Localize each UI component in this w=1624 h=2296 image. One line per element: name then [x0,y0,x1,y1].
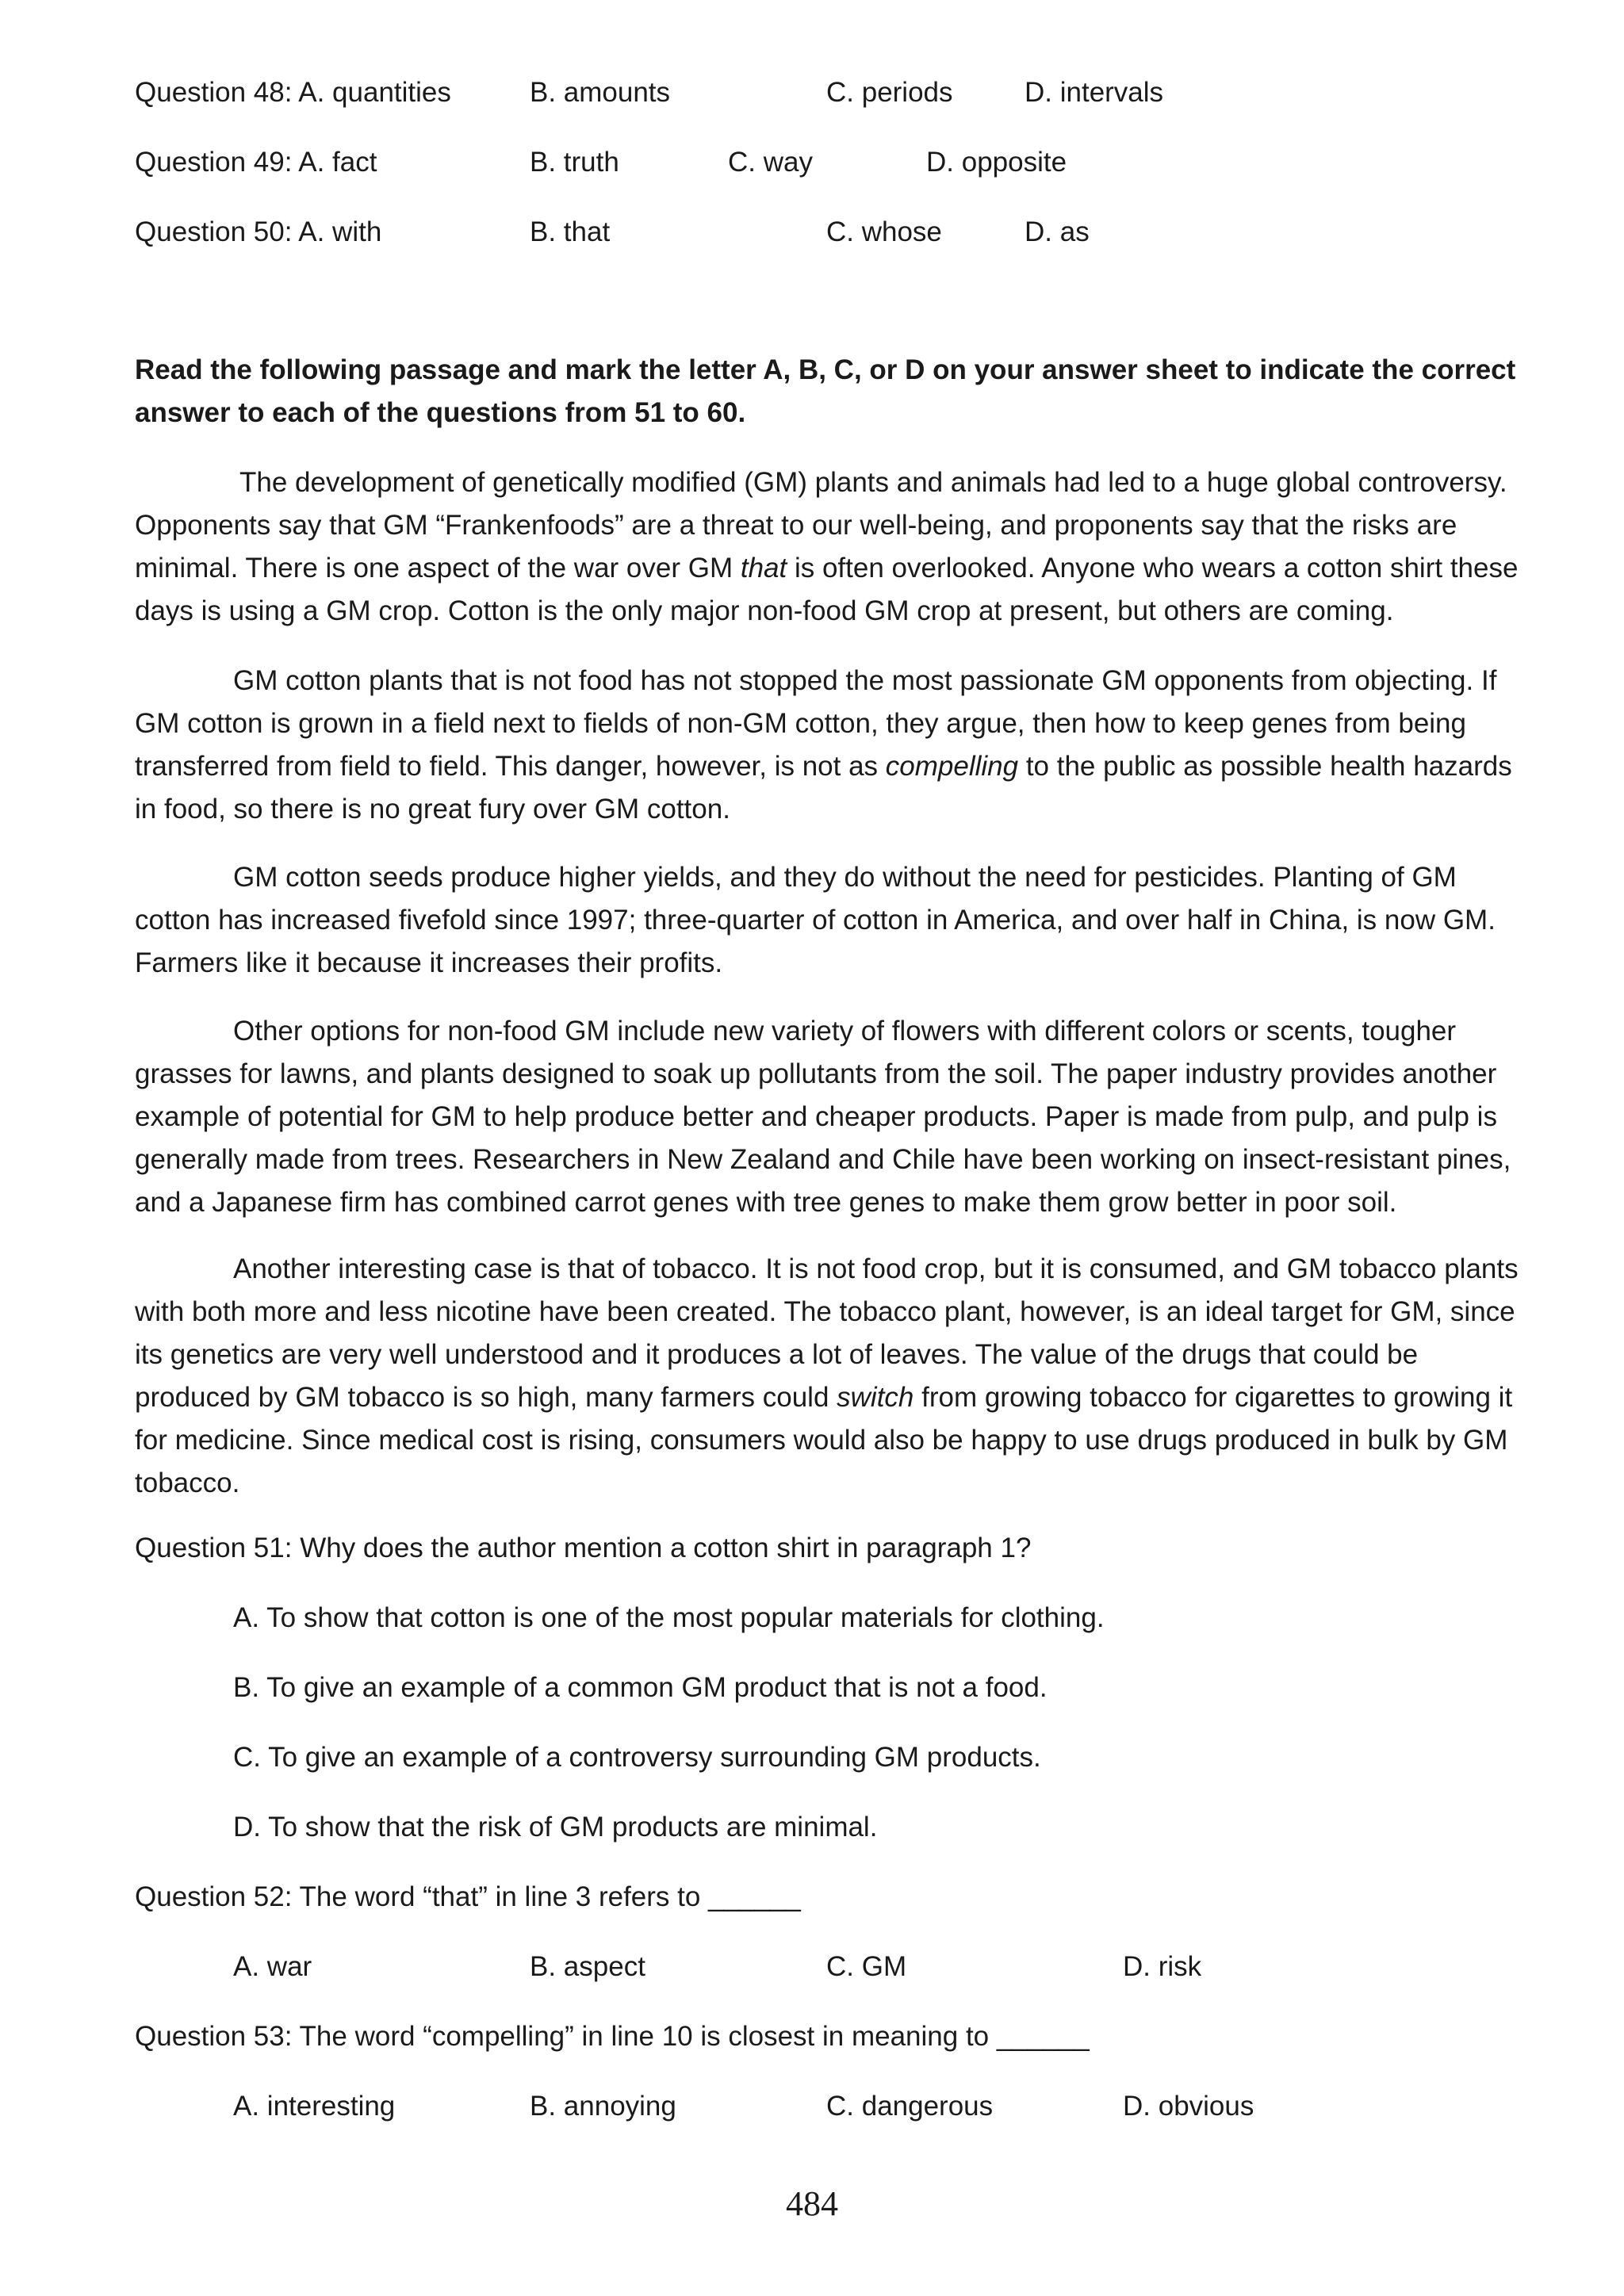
question-52-stem: Question 52: The word “that” in line 3 refers to ______ [135,1881,801,1912]
question-48-option-d: D. intervals [1025,77,1164,108]
p5-text-a: Another interesting case is that of tobacco. It is not food crop, but it is consumed, and GM tobacco plants with both more and less nicotine have been created. The tobacco plant, however, is an ideal target for GM, since its genetics are very well understood and it produces a lot of leaves. The value of the drugs that could be produced by GM tobacco is so high, many farmers could [135,1253,1519,1413]
question-49-option-a: Question 49: A. fact [135,147,377,178]
question-48-option-a: Question 48: A. quantities [135,77,451,108]
question-52-option-d: D. risk [1123,1951,1202,1982]
question-49-option-b: B. truth [530,147,619,178]
page-number: 484 [786,2184,838,2223]
passage-paragraph-3: GM cotton seeds produce higher yields, and they do without the need for pesticides. Planting of GM cotton has increased fivefold since 1997; three-quarter of cotton in America, and over half in China, is now GM. Farmers like it because it increases their profits. [135,862,1496,978]
question-53-option-c: C. dangerous [826,2091,994,2122]
p5-text-b: from growing tobacco for cigarettes to growing it for medicine. Since medical cost is rising, consumers would also be happy to use drugs produced in bulk by GM tobacco. [135,1382,1513,1498]
p1-text-a: The development of genetically modified (GM) plants and animals had led to a huge global controversy. Opponents say that GM “Frankenfoods” are a threat to our well-being, and proponents say that the risks are minimal. There is one aspect of the war over GM [135,467,1507,584]
p2-text-a: GM cotton plants that is not food has not stopped the most passionate GM opponents from objecting. If GM cotton is grown in a field next to fields of non-GM cotton, they argue, then how to keep genes from being transferred from field to field. This danger, however, is not as [135,665,1497,782]
question-49-option-c: C. way [728,147,813,178]
question-53-option-b: B. annoying [530,2091,676,2122]
question-51-option-a: A. To show that cotton is one of the most popular materials for clothing. [233,1602,1105,1633]
question-51-option-c: C. To give an example of a controversy surrounding GM products. [233,1742,1041,1773]
p2-text-b: to the public as possible health hazards in food, so there is no great fury over GM cotton. [135,751,1512,825]
passage-paragraph-5 [135,1248,1530,1505]
question-50-option-c: C. whose [826,216,942,247]
reading-instruction: Read the following passage and mark the letter A, B, C, or D on your answer sheet to indicate the correct answer to each of the questions from 51 to 60. [135,354,1516,428]
p1-italic-word: that [740,553,787,584]
passage-paragraph-2 [135,660,1530,831]
question-53-option-a: A. interesting [233,2091,396,2122]
question-51-option-b: B. To give an example of a common GM product that is not a food. [233,1672,1048,1703]
question-53-stem: Question 53: The word “compelling” in line 10 is closest in meaning to ______ [135,2021,1090,2052]
p1-text-b: is often overlooked. Anyone who wears a cotton shirt these days is using a GM crop. Cotton is the only major non-food GM crop at present, but others are coming. [135,553,1519,626]
p2-italic-word: compelling [885,751,1019,782]
question-52-option-c: C. GM [826,1951,907,1982]
question-52-option-a: A. war [233,1951,312,1982]
question-51-option-d: D. To show that the risk of GM products are minimal. [233,1812,878,1843]
question-50-option-d: D. as [1025,216,1090,247]
question-49-option-d: D. opposite [926,147,1067,178]
question-51-stem: Question 51: Why does the author mention a cotton shirt in paragraph 1? [135,1533,1032,1563]
question-48-option-b: B. amounts [530,77,671,108]
question-50-option-a: Question 50: A. with [135,216,382,247]
passage-paragraph-1 [135,461,1530,633]
question-52-option-b: B. aspect [530,1951,645,1982]
passage-paragraph-4: Other options for non-food GM include new variety of flowers with different colors or scents, tougher grasses for lawns, and plants designed to soak up pollutants from the soil. The paper industry provides another example of potential for GM to help produce better and cheaper products. Paper is made from pulp, and pulp is generally made from trees. Researchers in New Zealand and Chile have been working on insect-resistant pines, and a Japanese firm has combined carrot genes with tree genes to make them grow better in poor soil. [135,1016,1511,1218]
question-53-option-d: D. obvious [1123,2091,1254,2122]
question-50-option-b: B. that [530,216,611,247]
p5-italic-word: switch [837,1382,914,1413]
question-48-option-c: C. periods [826,77,953,108]
